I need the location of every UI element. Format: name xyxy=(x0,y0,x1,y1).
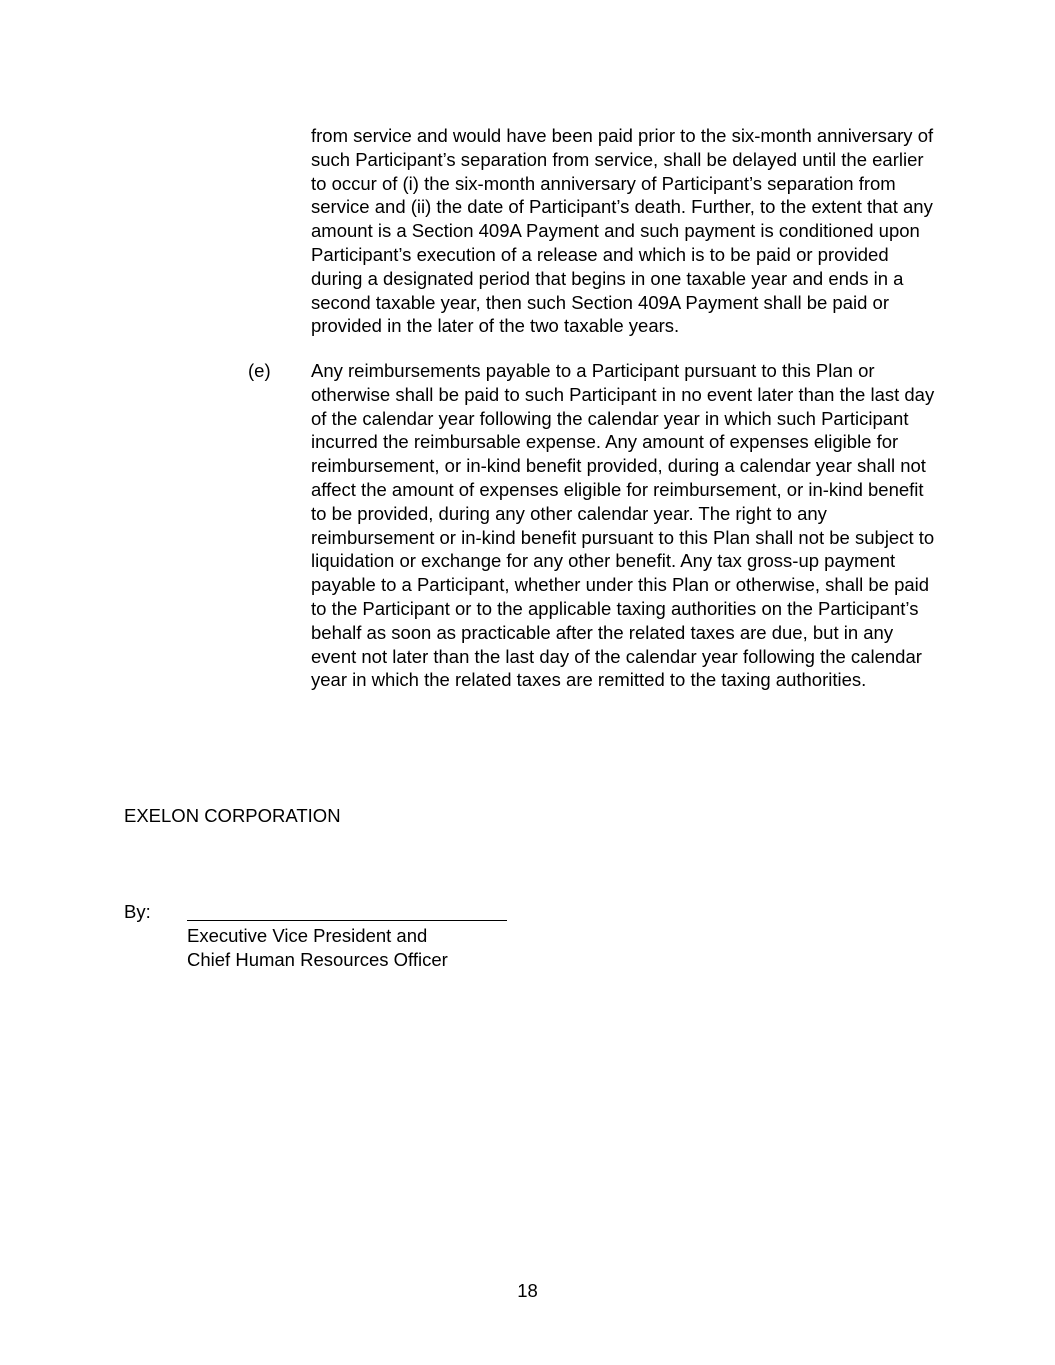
section-e-label: (e) xyxy=(248,360,271,381)
continuation-paragraph: from service and would have been paid prior to the six-month anniversary of such Participant’s separation from service, shall be delayed until the earlier to occur of (i) the six-month anniversary of Participant’s separation from service and (ii) the date of Participant’s death. Further, to the extent that any amount is a Section 409A Payment and such payment is conditioned upon Participant’s execution of a release and which is to be paid or provided during a designated period that begins in one taxable year and ends in a second taxable year, then such Section 409A Payment shall be paid or provided in the later of the two taxable years. xyxy=(311,125,934,337)
by-label: By: xyxy=(124,901,151,922)
section-e-paragraph: Any reimbursements payable to a Participant pursuant to this Plan or otherwise shall be paid to such Participant in no event later than the last day of the calendar year following the calendar year in which such Participant incurred the reimbursable expense. Any amount of expenses eligible for reimbursement, or in-kind benefit provided, during a calendar year shall not affect the amount of expenses eligible for reimbursement, or in-kind benefit to be provided, during any other calendar year. The right to any reimbursement or in-kind benefit pursuant to this Plan shall not be subject to liquidation or exchange for any other benefit. Any tax gross-up payment payable to a Participant, whether under this Plan or otherwise, shall be paid to the Participant or to the applicable taxing authorities on the Participant’s behalf as soon as practicable after the related taxes are due, but in any event not later than the last day of the calendar year following the calendar year in which the related taxes are remitted to the taxing authorities. xyxy=(311,360,935,691)
signer-title-line-2: Chief Human Resources Officer xyxy=(187,949,448,970)
company-name: EXELON CORPORATION xyxy=(124,805,341,826)
page-number: 18 xyxy=(517,1280,538,1301)
signature-line xyxy=(187,920,507,921)
signer-title-line-1: Executive Vice President and xyxy=(187,925,428,946)
